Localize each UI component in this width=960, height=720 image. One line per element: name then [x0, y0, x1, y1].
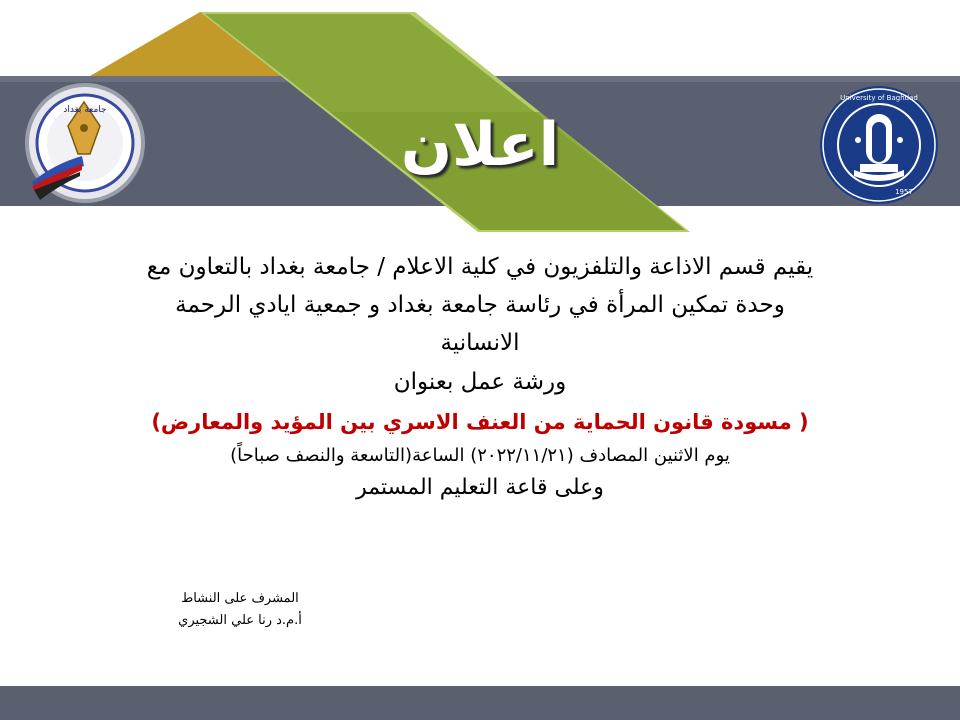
announcement-line-2: وحدة تمكين المرأة في رئاسة جامعة بغداد و جمعية ايادي الرحمة — [175, 292, 785, 318]
signature-block — [150, 588, 330, 632]
announcement-body — [40, 248, 920, 506]
workshop-label: ورشة عمل بعنوان — [393, 369, 567, 395]
svg-text:University of Baghdad: University of Baghdad — [840, 94, 918, 102]
supervisor-name: أ.م.د رنا علي الشجيري — [178, 613, 302, 628]
footer-bar — [0, 686, 960, 720]
supervisor-role: المشرف على النشاط — [181, 591, 299, 606]
announcement-line-1: يقيم قسم الاذاعة والتلفزيون في كلية الاعلام / جامعة بغداد بالتعاون مع — [146, 254, 814, 280]
college-logo-text: جامعة بغداد — [63, 105, 107, 115]
announcement-line-3: الانسانية — [440, 330, 520, 356]
workshop-location: وعلى قاعة التعليم المستمر — [356, 475, 604, 500]
college-media-logo — [24, 82, 146, 204]
svg-text:1957: 1957 — [895, 188, 913, 196]
university-baghdad-logo — [818, 84, 940, 206]
page-title: اعلان — [400, 110, 560, 180]
workshop-date-time: يوم الاثنين المصادف (٢٠٢٢/١١/٢١) الساعة(التاسعة والنصف صباحاً) — [230, 445, 730, 466]
workshop-title: ( مسودة قانون الحماية من العنف الاسري بين المؤيد والمعارض) — [151, 410, 809, 434]
